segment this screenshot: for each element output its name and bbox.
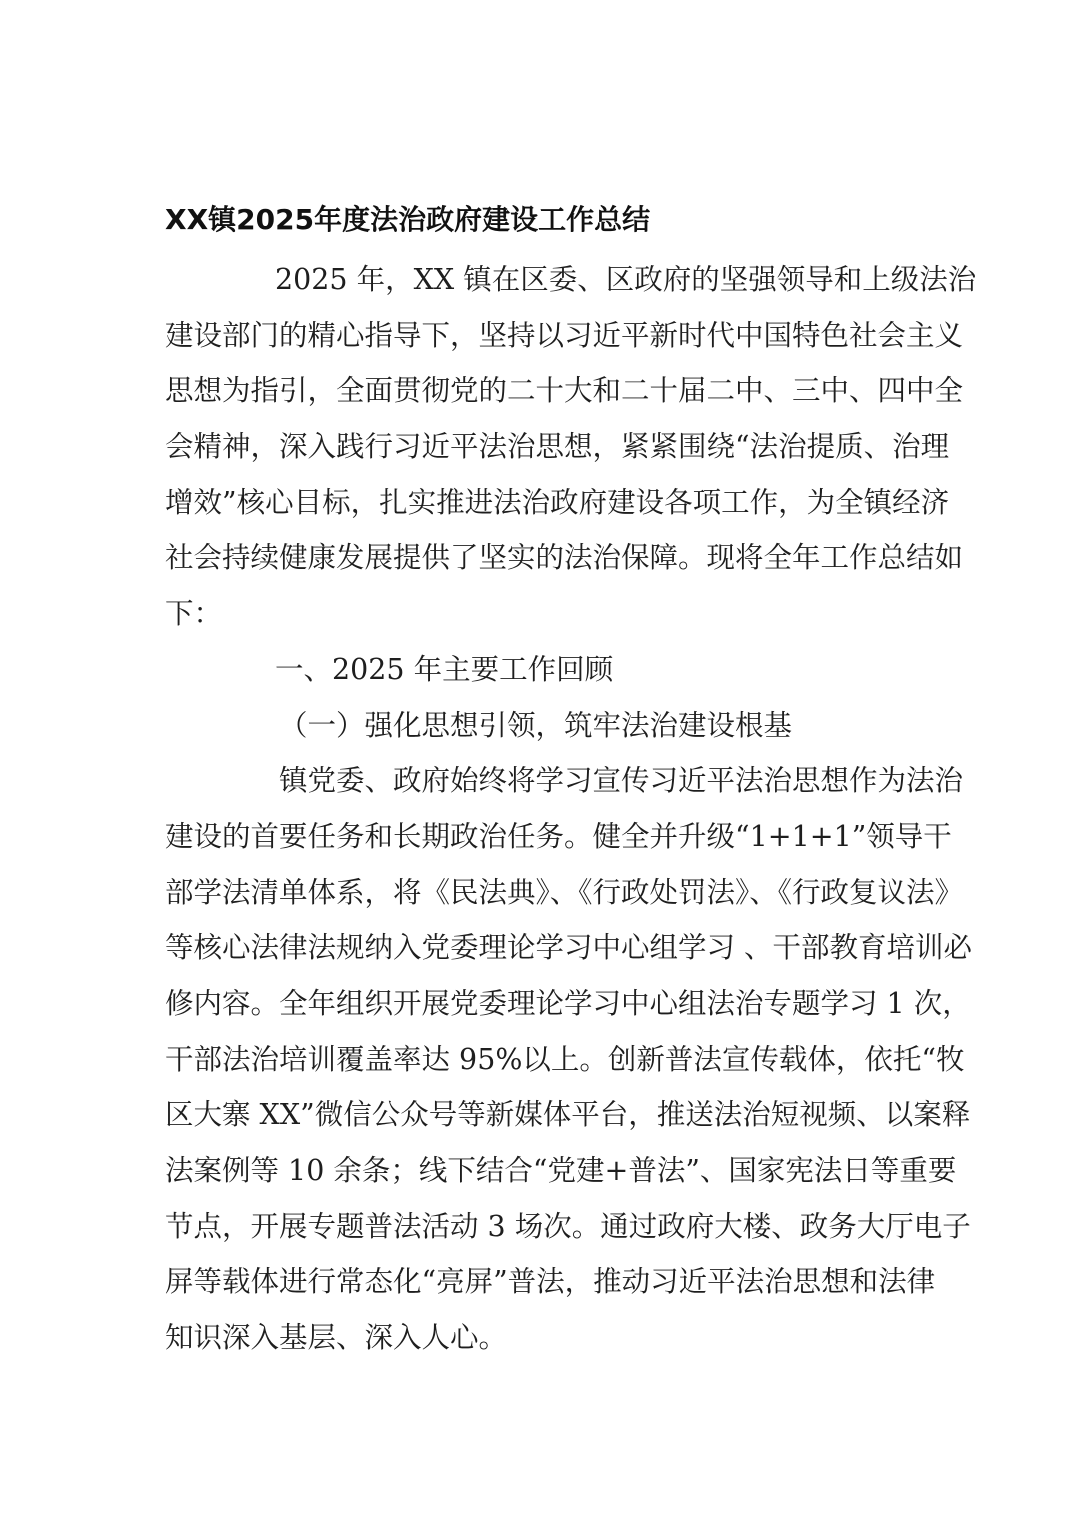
paragraph-line: 节点，开展专题普法活动 3 场次。通过政府大楼、政务大厅电子 — [165, 1209, 971, 1243]
document-body — [165, 252, 977, 1366]
paragraph-line: 社会持续健康发展提供了坚实的法治保障。现将全年工作总结如 — [165, 541, 964, 575]
paragraph-line: 法案例等 10 余条；线下结合“党建+普法”、国家宪法日等重要 — [165, 1154, 957, 1187]
paragraph-line: 等核心法律法规纳入党委理论学习中心组学习 、干部教育培训必 — [165, 931, 973, 965]
section-heading: 一、2025 年主要工作回顾 — [275, 652, 614, 686]
paragraph-line: 部学法清单体系，将《民法典》、《行政处罚法》、《行政复议法》 — [165, 875, 964, 909]
subsection-heading: （一）强化思想引领，筑牢法治建设根基 — [279, 708, 793, 742]
paragraph-line: 增效”核心目标，扎实推进法治政府建设各项工作，为全镇经济 — [165, 485, 950, 519]
paragraph-line: 修内容。全年组织开展党委理论学习中心组法治专题学习 1 次， — [165, 986, 971, 1020]
paragraph-line: 2025 年，XX 镇在区委、区政府的坚强领导和上级法治 — [275, 263, 977, 296]
paragraph-line: 会精神，深入践行习近平法治思想，紧紧围绕“法治提质、治理 — [165, 430, 950, 464]
paragraph-line: 屏等载体进行常态化“亮屏”普法，推动习近平法治思想和法律 — [165, 1265, 936, 1299]
paragraph-line: 镇党委、政府始终将学习宣传习近平法治思想作为法治 — [279, 764, 964, 798]
paragraph-line: 下： — [165, 597, 223, 631]
paragraph-line: 思想为指引，全面贯彻党的二十大和二十届二中、三中、四中全 — [165, 374, 964, 408]
paragraph-line: 区大寨 XX”微信公众号等新媒体平台，推送法治短视频、以案释 — [165, 1098, 971, 1132]
paragraph-line: 干部法治培训覆盖率达 95%以上。创新普法宣传载体，依托“牧 — [165, 1042, 965, 1076]
paragraph-line: 建设的首要任务和长期政治任务。健全并升级“1+1+1”领导干 — [165, 819, 952, 853]
paragraph-line: 知识深入基层、深入人心。 — [165, 1321, 508, 1355]
document-title: XX镇2025年度法治政府建设工作总结 — [165, 203, 651, 236]
paragraph-line: 建设部门的精心指导下，坚持以习近平新时代中国特色社会主义 — [165, 318, 964, 352]
